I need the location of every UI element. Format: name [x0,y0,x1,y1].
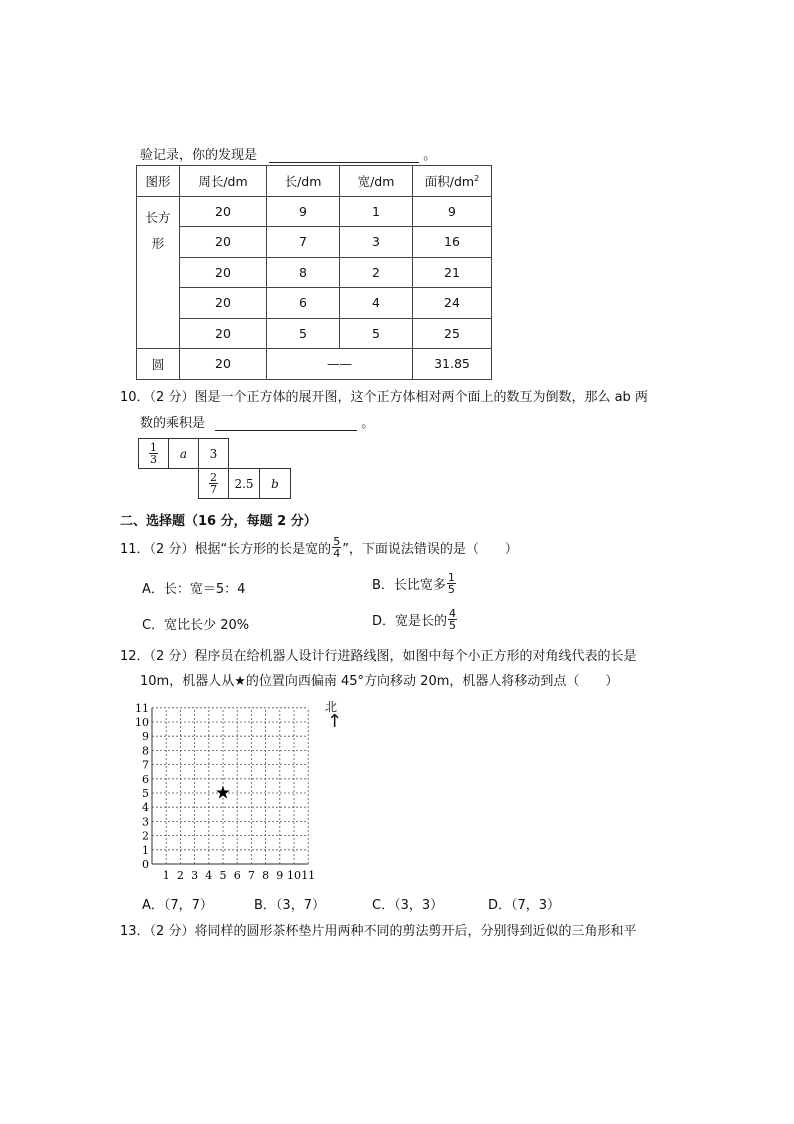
net-face-3: 3 [198,438,229,469]
fraction-denominator: 5 [449,619,457,632]
fraction-numerator: 5 [333,535,341,548]
header-width: 宽/dm [340,166,413,197]
net-face-b: b [259,468,291,499]
table-cell: 4 [340,288,413,319]
x-tick-label: 6 [233,869,241,882]
q12-option-d[interactable]: D．（7，3） [488,898,561,913]
net-face-4-fraction [209,472,218,495]
q12-option-c[interactable]: C．（3，3） [372,898,444,913]
y-tick-label: 8 [142,744,149,758]
q11-option-d[interactable] [372,608,458,631]
y-tick-label: 6 [142,772,149,786]
table-row [137,227,492,258]
q13-line1: 13．（2 分）将同样的圆形茶杯垫片用两种不同的剪法剪开后，分别得到近似的三角形和平 [120,924,637,939]
header-shape: 图形 [137,166,180,197]
fraction-denominator: 4 [333,547,341,560]
q11-option-d-text: D．宽是长的 [372,614,448,629]
fraction-denominator: 3 [150,453,157,466]
x-tick-label: 4 [205,869,213,882]
q11-option-c[interactable]: C．宽比长少 20% [142,618,250,633]
fraction-denominator: 7 [210,483,217,496]
y-tick-label: 5 [142,787,149,800]
q9-intro-end: 。 [423,148,437,163]
table-cell: 24 [413,288,492,319]
y-tick-label: 2 [142,829,149,843]
header-perimeter: 周长/dm [180,166,267,197]
q9-answer-blank[interactable] [269,148,419,163]
circle-area: 31.85 [413,349,492,380]
x-tick-label: 11 [301,869,316,882]
q10-line1: 10．（2 分）图是一个正方体的展开图，这个正方体相对两个面上的数互为倒数，那么 ab 两 [120,390,648,405]
q11-option-b-fraction [447,572,456,595]
x-tick-label: 7 [247,869,255,882]
fraction-numerator: 4 [449,607,457,620]
x-tick-label: 8 [262,869,270,882]
section-title: 二、选择题（16 分，每题 2 分） [120,514,317,529]
table-cell: 9 [413,196,492,227]
rect-label-2: 形 [151,235,165,251]
q10-line2-end: 。 [361,416,375,431]
table-cell: 20 [180,318,267,349]
table-cell: 20 [180,196,267,227]
header-area-sup: 2 [474,173,480,183]
table-cell: 6 [267,288,340,319]
table-cell: 2 [340,257,413,288]
table-header-row [137,166,492,197]
x-tick-label: 3 [191,869,199,882]
rect-label-1: 长方 [145,209,171,225]
grid-x-labels [163,869,316,882]
table-cell: 20 [180,227,267,258]
q12-line2: 10m，机器人从★的位置向西偏南 45°方向移动 20m，机器人将移动到点（ ） [140,674,619,689]
q9-intro-line [140,144,436,163]
x-tick-label: 1 [162,869,170,882]
q10-line2-text: 数的乘积是 [140,416,206,431]
table-row [137,196,492,227]
q9-data-table [136,165,492,380]
y-tick-label: 7 [142,758,149,772]
fraction-numerator: 2 [210,471,217,484]
net-face-1-fraction [149,442,158,465]
circle-dash: —— [267,349,413,380]
table-cell: 21 [413,257,492,288]
y-tick-label: 4 [142,801,149,815]
y-tick-label: 10 [135,716,149,729]
y-tick-label: 11 [135,701,149,715]
table-row-circle [137,349,492,380]
q11-stem-part-b: ”，下面说法错误的是（ ） [342,542,518,557]
y-tick-label: 0 [142,858,149,871]
q12-line1: 12．（2 分）程序员在给机器人设计行进路线图，如图中每个小正方形的对角线代表的长是 [120,649,637,664]
q11-option-b-text: B．长比宽多 [372,578,446,593]
net-face-2-5: 2.5 [228,468,260,499]
y-tick-label: 9 [142,730,149,744]
x-tick-label: 5 [219,869,227,882]
q11-stem [120,536,518,559]
net-face-a: a [168,438,199,469]
header-area-label: 面积/dm [424,173,475,189]
table-cell: 20 [180,257,267,288]
net-face-1 [138,438,169,469]
x-tick-label: 10 [287,869,301,882]
q11-option-b[interactable] [372,572,457,595]
fraction-denominator: 5 [447,583,455,596]
table-row [137,257,492,288]
north-label: 北 [325,700,338,714]
table-cell: 20 [180,288,267,319]
coordinate-grid [130,694,360,884]
table-row [137,318,492,349]
table-cell: 5 [340,318,413,349]
y-tick-label: 3 [142,815,149,829]
table-cell: 1 [340,196,413,227]
table-cell: 16 [413,227,492,258]
header-length: 长/dm [267,166,340,197]
north-arrow-icon: ↑ [327,711,343,732]
table-cell: 25 [413,318,492,349]
q11-stem-fraction [332,536,341,559]
x-tick-label: 2 [176,869,184,882]
fraction-numerator: 1 [447,571,455,584]
circle-label: 圆 [137,349,180,380]
circle-perimeter: 20 [180,349,267,380]
grid-y-labels [135,702,149,871]
rect-label-cell [137,196,180,349]
table-cell: 9 [267,196,340,227]
q10-line2 [140,412,374,431]
q11-option-a[interactable]: A．长：宽＝5：4 [142,582,246,597]
q12-option-a[interactable]: A．（7，7） [142,898,213,913]
q11-stem-part-a: 11．（2 分）根据“长方形的长是宽的 [120,542,332,557]
header-area [413,166,492,197]
star-marker: ★ [214,782,232,804]
table-cell: 8 [267,257,340,288]
fraction-numerator: 1 [150,441,157,454]
table-row [137,288,492,319]
q9-intro-text: 验记录，你的发现是 [140,148,258,163]
table-cell: 7 [267,227,340,258]
q12-option-b[interactable]: B．（3，7） [254,898,325,913]
q11-option-d-fraction [448,608,457,631]
table-cell: 3 [340,227,413,258]
table-cell: 5 [267,318,340,349]
q10-answer-blank[interactable] [215,416,357,431]
net-face-4 [198,468,229,499]
y-tick-label: 1 [142,843,149,857]
x-tick-label: 9 [276,869,284,882]
